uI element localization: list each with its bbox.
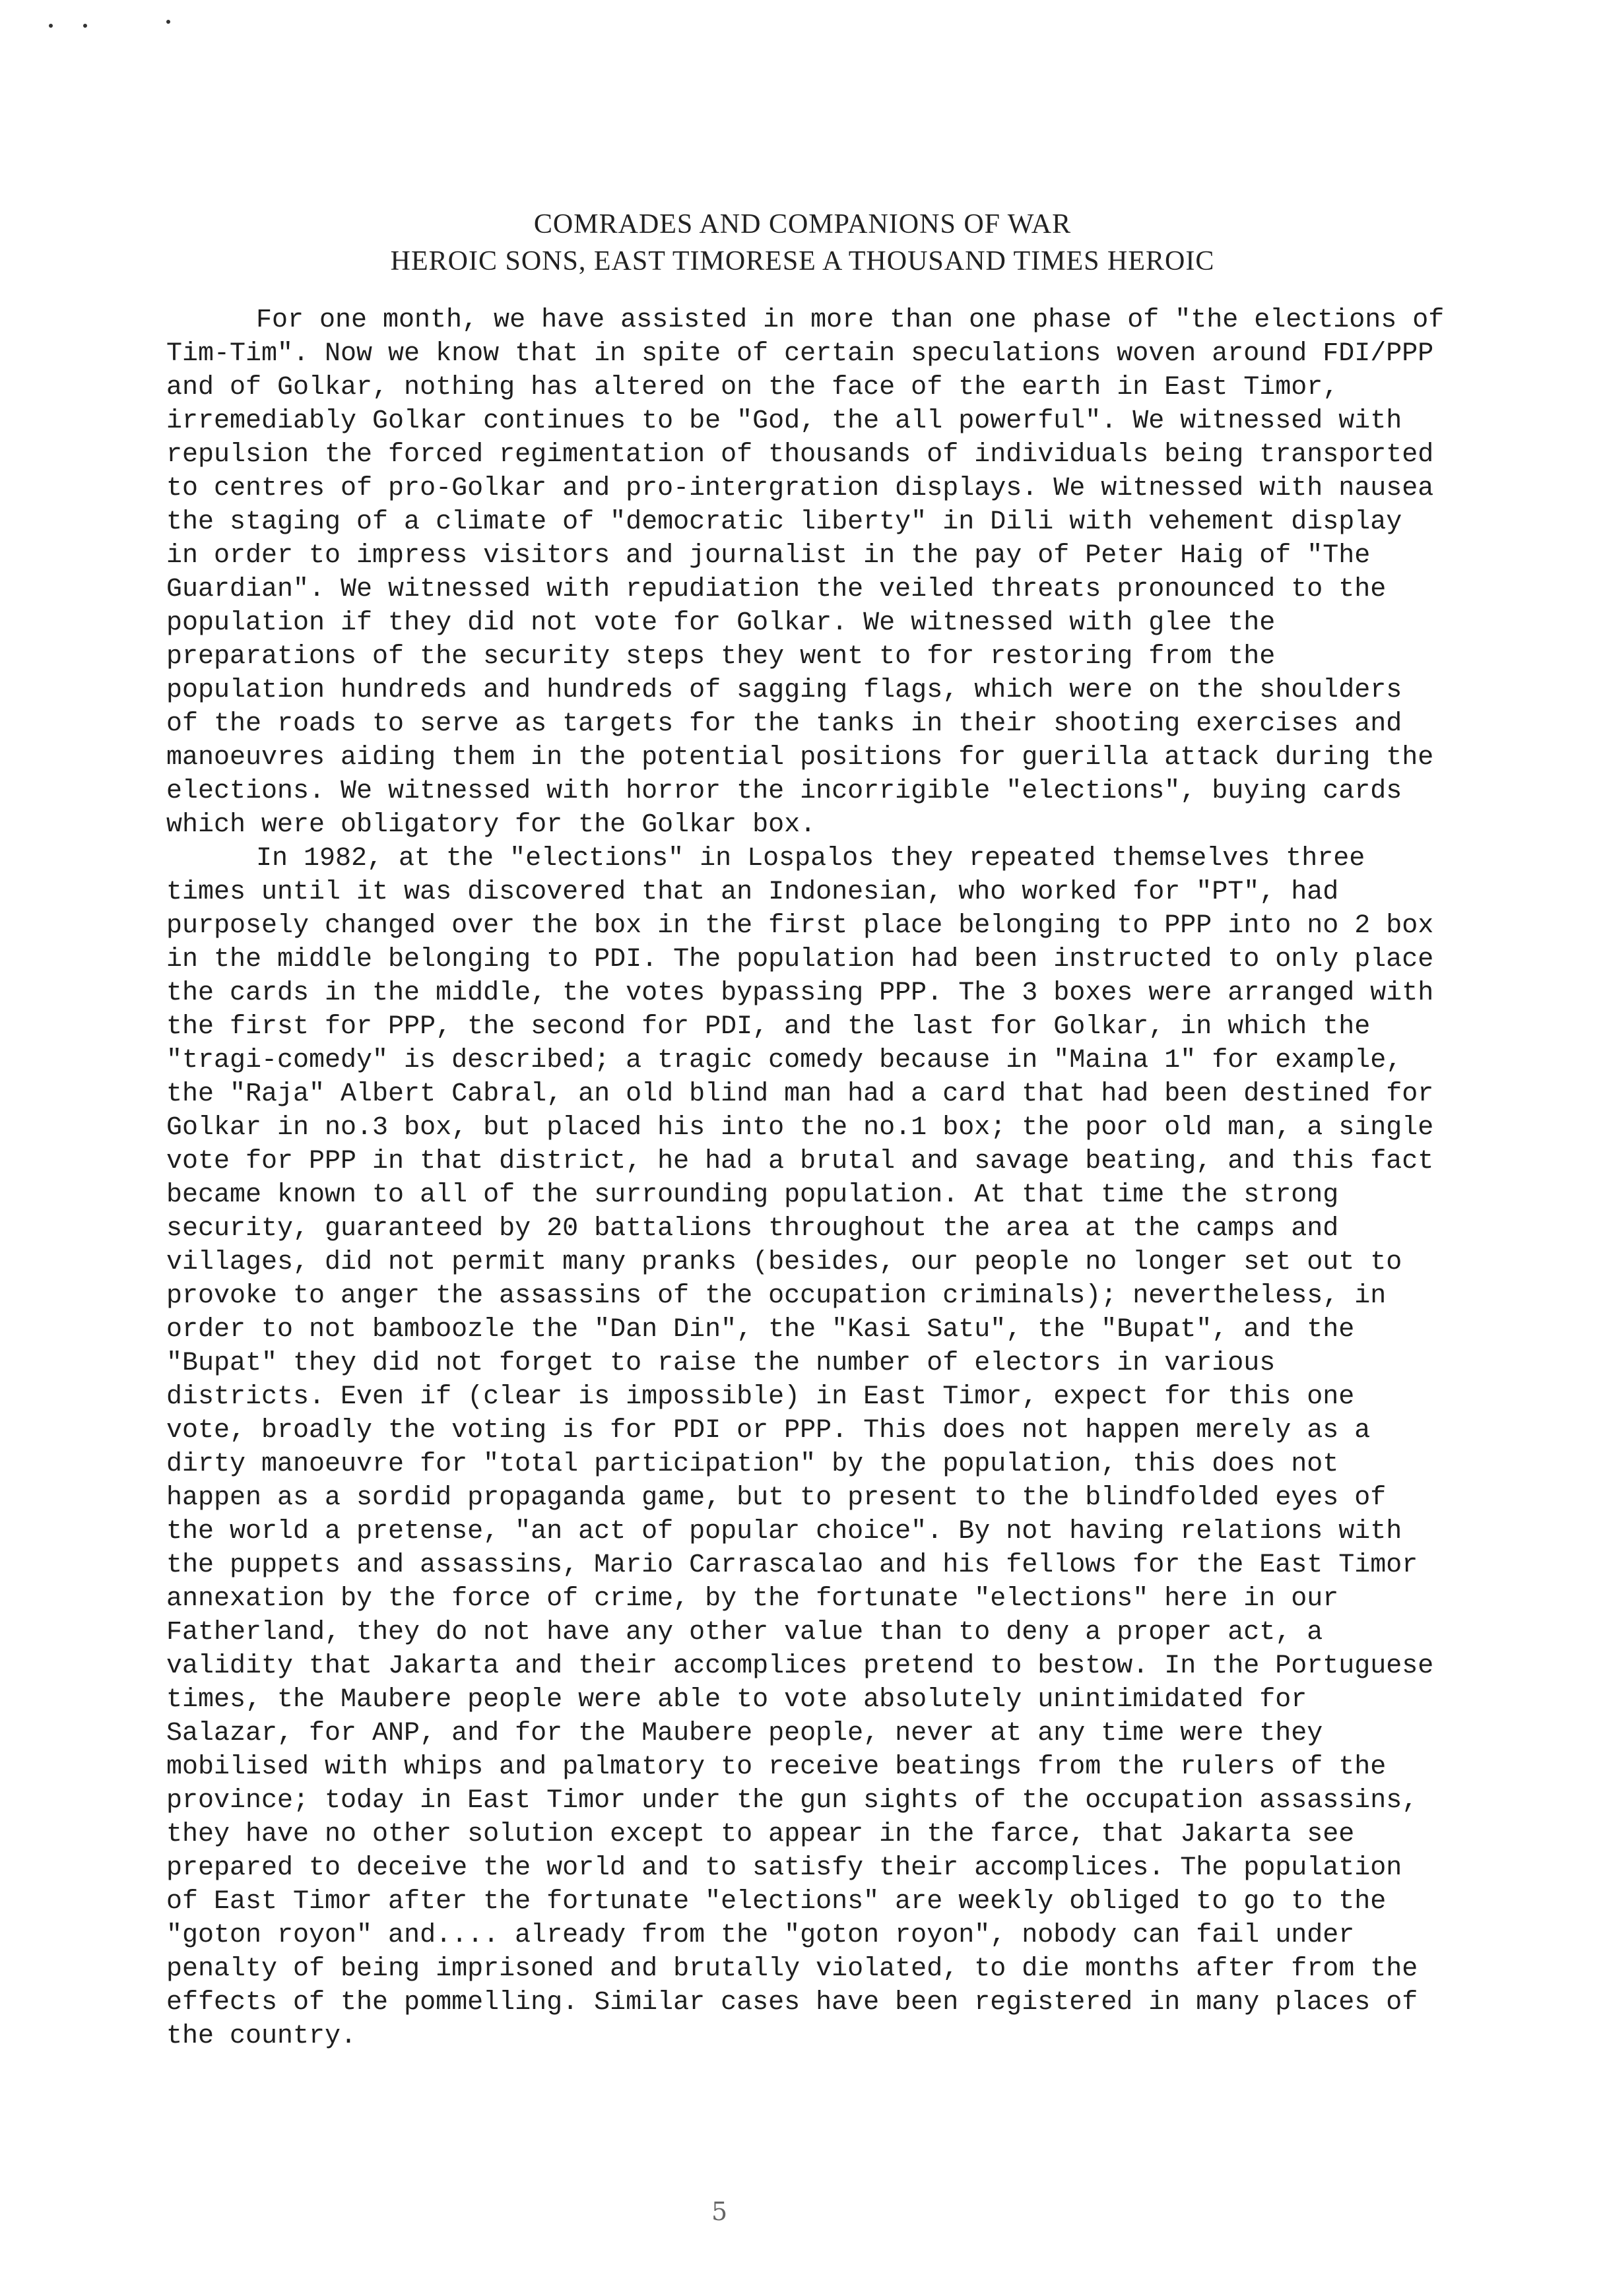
- text-line: "tragi-comedy" is described; a tragic comedy because in "Maina 1" for example,: [166, 1046, 1402, 1075]
- text-line: and of Golkar, nothing has altered on the face of the earth in East Timor,: [166, 373, 1339, 402]
- text-line: the puppets and assassins, Mario Carrascalao and his fellows for the East Timor: [166, 1550, 1418, 1580]
- document-heading: [0, 206, 1605, 280]
- text-line: preparations of the security steps they went to for restoring from the: [166, 642, 1276, 672]
- text-line: "goton royon" and.... already from the "goton royon", nobody can fail under: [166, 1921, 1355, 1950]
- text-line: order to not bamboozle the "Dan Din", the "Kasi Satu", the "Bupat", and the: [166, 1315, 1355, 1345]
- heading-line-2: HEROIC SONS, EAST TIMORESE A THOUSAND TIMES HEROIC: [390, 246, 1215, 276]
- text-line: population if they did not vote for Golkar. We witnessed with glee the: [166, 608, 1276, 638]
- text-line: the world a pretense, "an act of popular choice". By not having relations with: [166, 1517, 1402, 1547]
- document-body: [166, 303, 1506, 2053]
- text-line: districts. Even if (clear is impossible) in East Timor, expect for this one: [166, 1382, 1355, 1412]
- text-line: Salazar, for ANP, and for the Maubere people, never at any time were they: [166, 1719, 1323, 1748]
- heading-line-1: COMRADES AND COMPANIONS OF WAR: [533, 209, 1072, 239]
- text-line: Guardian". We witnessed with repudiation the veiled threats pronounced to the: [166, 575, 1387, 604]
- text-line: which were obligatory for the Golkar box.: [166, 810, 816, 840]
- text-line: the "Raja" Albert Cabral, an old blind man had a card that had been destined for: [166, 1079, 1434, 1109]
- text-line: elections. We witnessed with horror the incorrigible "elections", buying cards: [166, 777, 1402, 806]
- text-line: times until it was discovered that an Indonesian, who worked for "PT", had: [166, 877, 1339, 907]
- text-line: provoke to anger the assassins of the occupation criminals); nevertheless, in: [166, 1281, 1387, 1311]
- scan-specks: [49, 17, 181, 37]
- text-line: For one month, we have assisted in more than one phase of "the elections of: [256, 305, 1445, 335]
- text-line: vote for PPP in that district, he had a brutal and savage beating, and this fact: [166, 1147, 1434, 1176]
- paragraph-2: [166, 842, 1506, 2053]
- scan-speck: [83, 24, 87, 28]
- text-line: the cards in the middle, the votes bypassing PPP. The 3 boxes were arranged with: [166, 978, 1434, 1008]
- text-line: became known to all of the surrounding population. At that time the strong: [166, 1180, 1339, 1210]
- text-line: happen as a sordid propaganda game, but to present to the blindfolded eyes of: [166, 1483, 1387, 1513]
- text-line: prepared to deceive the world and to satisfy their accomplices. The population: [166, 1853, 1402, 1883]
- text-line: of East Timor after the fortunate "elections" are weekly obliged to go to the: [166, 1887, 1387, 1917]
- text-line: irremediably Golkar continues to be "God, the all powerful". We witnessed with: [166, 406, 1402, 436]
- text-line: "Bupat" they did not forget to raise the number of electors in various: [166, 1349, 1276, 1378]
- text-line: purposely changed over the box in the first place belonging to PPP into no 2 box: [166, 911, 1434, 941]
- text-line: Tim-Tim". Now we know that in spite of certain speculations woven around FDI/PPP: [166, 339, 1434, 369]
- scan-speck: [166, 20, 170, 24]
- text-line: In 1982, at the "elections" in Lospalos they repeated themselves three: [256, 844, 1365, 874]
- text-line: the staging of a climate of "democratic liberty" in Dili with vehement display: [166, 507, 1402, 537]
- text-line: times, the Maubere people were able to vote absolutely unintimidated for: [166, 1685, 1307, 1715]
- paragraph-1: [166, 303, 1506, 842]
- text-line: mobilised with whips and palmatory to receive beatings from the rulers of the: [166, 1752, 1387, 1782]
- text-line: to centres of pro-Golkar and pro-intergration displays. We witnessed with nausea: [166, 474, 1434, 503]
- text-line: of the roads to serve as targets for the tanks in their shooting exercises and: [166, 709, 1402, 739]
- text-line: they have no other solution except to appear in the farce, that Jakarta see: [166, 1820, 1355, 1849]
- page-number: 5: [711, 2197, 728, 2226]
- text-line: province; today in East Timor under the gun sights of the occupation assassins,: [166, 1786, 1418, 1816]
- scan-speck: [49, 24, 53, 28]
- text-line: dirty manoeuvre for "total participation" by the population, this does not: [166, 1450, 1339, 1479]
- text-line: repulsion the forced regimentation of thousands of individuals being transported: [166, 440, 1434, 470]
- text-line: population hundreds and hundreds of sagging flags, which were on the shoulders: [166, 676, 1402, 705]
- text-line: manoeuvres aiding them in the potential positions for guerilla attack during the: [166, 743, 1434, 773]
- text-line: in order to impress visitors and journalist in the pay of Peter Haig of "The: [166, 541, 1371, 571]
- text-line: security, guaranteed by 20 battalions throughout the area at the camps and: [166, 1214, 1339, 1244]
- text-line: in the middle belonging to PDI. The population had been instructed to only place: [166, 945, 1434, 974]
- text-line: validity that Jakarta and their accomplices pretend to bestow. In the Portuguese: [166, 1651, 1434, 1681]
- text-line: the first for PPP, the second for PDI, and the last for Golkar, in which the: [166, 1012, 1371, 1042]
- text-line: effects of the pommelling. Similar cases have been registered in many places of: [166, 1988, 1418, 2018]
- text-line: Golkar in no.3 box, but placed his into the no.1 box; the poor old man, a single: [166, 1113, 1434, 1143]
- text-line: Fatherland, they do not have any other value than to deny a proper act, a: [166, 1618, 1323, 1647]
- text-line: vote, broadly the voting is for PDI or PPP. This does not happen merely as a: [166, 1416, 1371, 1446]
- text-line: the country.: [166, 2022, 357, 2051]
- text-line: villages, did not permit many pranks (besides, our people no longer set out to: [166, 1248, 1402, 1277]
- text-line: annexation by the force of crime, by the fortunate "elections" here in our: [166, 1584, 1339, 1614]
- text-line: penalty of being imprisoned and brutally violated, to die months after from the: [166, 1954, 1418, 1984]
